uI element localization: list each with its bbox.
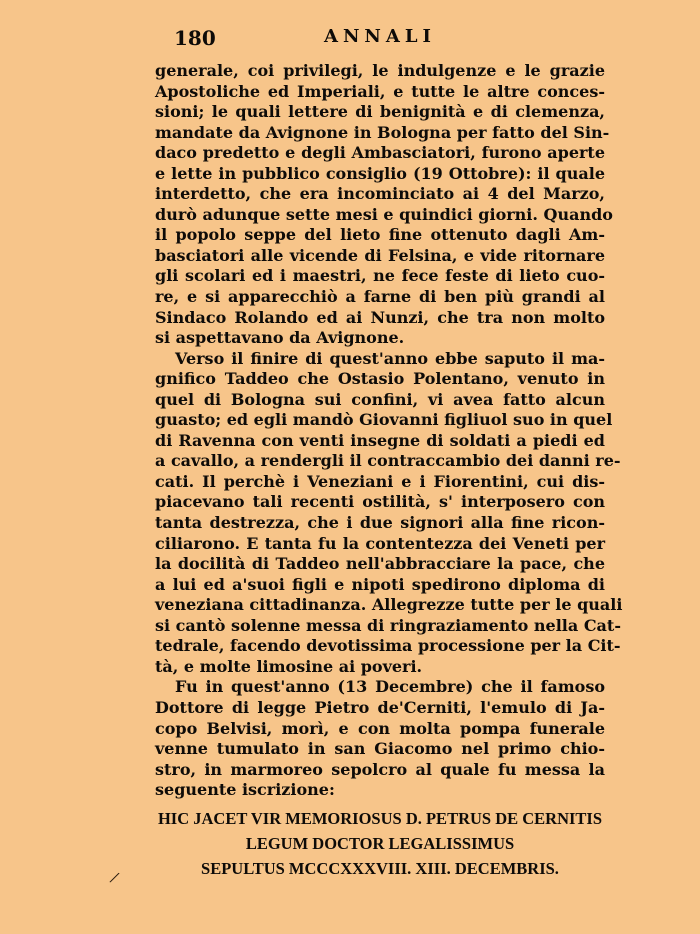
stray-ink-mark: / <box>109 869 120 887</box>
text-line: re, e si apparecchiò a farne di ben più grandi al <box>155 287 605 307</box>
text-line: daco predetto e degli Ambasciatori, furono aperte <box>155 143 605 163</box>
text-line: la docilità di Taddeo nell'abbracciare la pace, che <box>155 554 605 574</box>
text-line: Apostoliche ed Imperiali, e tutte le altre conces- <box>155 81 605 101</box>
text-line: copo Belvisi, morì, e con molta pompa funerale <box>155 718 605 738</box>
inscription-line: LEGUM DOCTOR LEGALISSIMUS <box>245 834 515 853</box>
text-line: e lette in pubblico consiglio (19 Ottobre): il quale <box>155 163 605 183</box>
text-line: Fu in quest'anno (13 Decembre) che il famoso <box>175 677 605 697</box>
epitaph-inscription <box>150 806 610 881</box>
text-line: durò adunque sette mesi e quindici giorni. Quando <box>155 204 613 224</box>
text-line: piacevano tali recenti ostilità, s' interposero con <box>155 492 605 512</box>
text-line: gli scolari ed i maestri, ne fece feste di lieto cuo- <box>155 266 605 286</box>
text-line: si cantò solenne messa di ringraziamento nella Cat- <box>155 615 621 635</box>
text-line: ciliarono. E tanta fu la contentezza dei Veneti per <box>155 533 605 553</box>
text-line: quel di Bologna sui confini, vi avea fatto alcun <box>155 389 605 409</box>
text-line: Verso il finire di quest'anno ebbe saputo il ma- <box>175 348 605 368</box>
inscription-line: HIC JACET VIR MEMORIOSUS D. PETRUS DE CERNITIS <box>157 809 603 828</box>
text-line: seguente iscrizione: <box>155 780 335 800</box>
text-line: guasto; ed egli mandò Giovanni figliuol suo in quel <box>155 410 613 430</box>
text-line: si aspettavano da Avignone. <box>155 328 405 348</box>
text-line: a lui ed a'suoi figli e nipoti spedirono diploma di <box>155 574 605 594</box>
text-line: basciatori alle vicende di Felsina, e vide ritornare <box>155 245 605 265</box>
text-line: mandate da Avignone in Bologna per fatto del Sin- <box>155 122 610 142</box>
text-line: tedrale, facendo devotissima processione per la Cit- <box>155 636 621 656</box>
text-line: Sindaco Rolando ed ai Nunzi, che tra non molto <box>155 307 605 327</box>
text-line: gnifico Taddeo che Ostasio Polentano, venuto in <box>155 369 605 389</box>
running-title: ANNALI <box>324 26 436 47</box>
inscription-line: SEPULTUS MCCCXXXVIII. XIII. DECEMBRIS. <box>201 859 559 878</box>
text-line: il popolo seppe del lieto fine ottenuto dagli Am- <box>155 225 605 245</box>
text-line: stro, in marmoreo sepolcro al quale fu messa la <box>155 759 605 779</box>
body-text <box>155 61 623 801</box>
text-line: Dottore di legge Pietro de'Cerniti, l'emulo di Ja- <box>155 697 605 717</box>
text-line: sioni; le quali lettere di benignità e di clemenza, <box>155 102 605 122</box>
text-line: venne tumulato in san Giacomo nel primo chio- <box>155 739 605 759</box>
page-number: 180 <box>174 26 216 50</box>
text-line: tà, e molte limosine ai poveri. <box>155 656 423 676</box>
text-line: veneziana cittadinanza. Allegrezze tutte per le quali <box>155 595 623 615</box>
text-line: interdetto, che era incominciato ai 4 del Marzo, <box>155 184 605 204</box>
text-line: a cavallo, a rendergli il contraccambio dei danni re- <box>155 451 621 471</box>
text-line: cati. Il perchè i Veneziani e i Fiorentini, cui dis- <box>155 471 605 491</box>
text-line: di Ravenna con venti insegne di soldati a piedi ed <box>155 430 605 450</box>
text-line: tanta destrezza, che i due signori alla fine ricon- <box>155 513 605 533</box>
text-line: generale, coi privilegi, le indulgenze e le grazie <box>155 61 605 80</box>
